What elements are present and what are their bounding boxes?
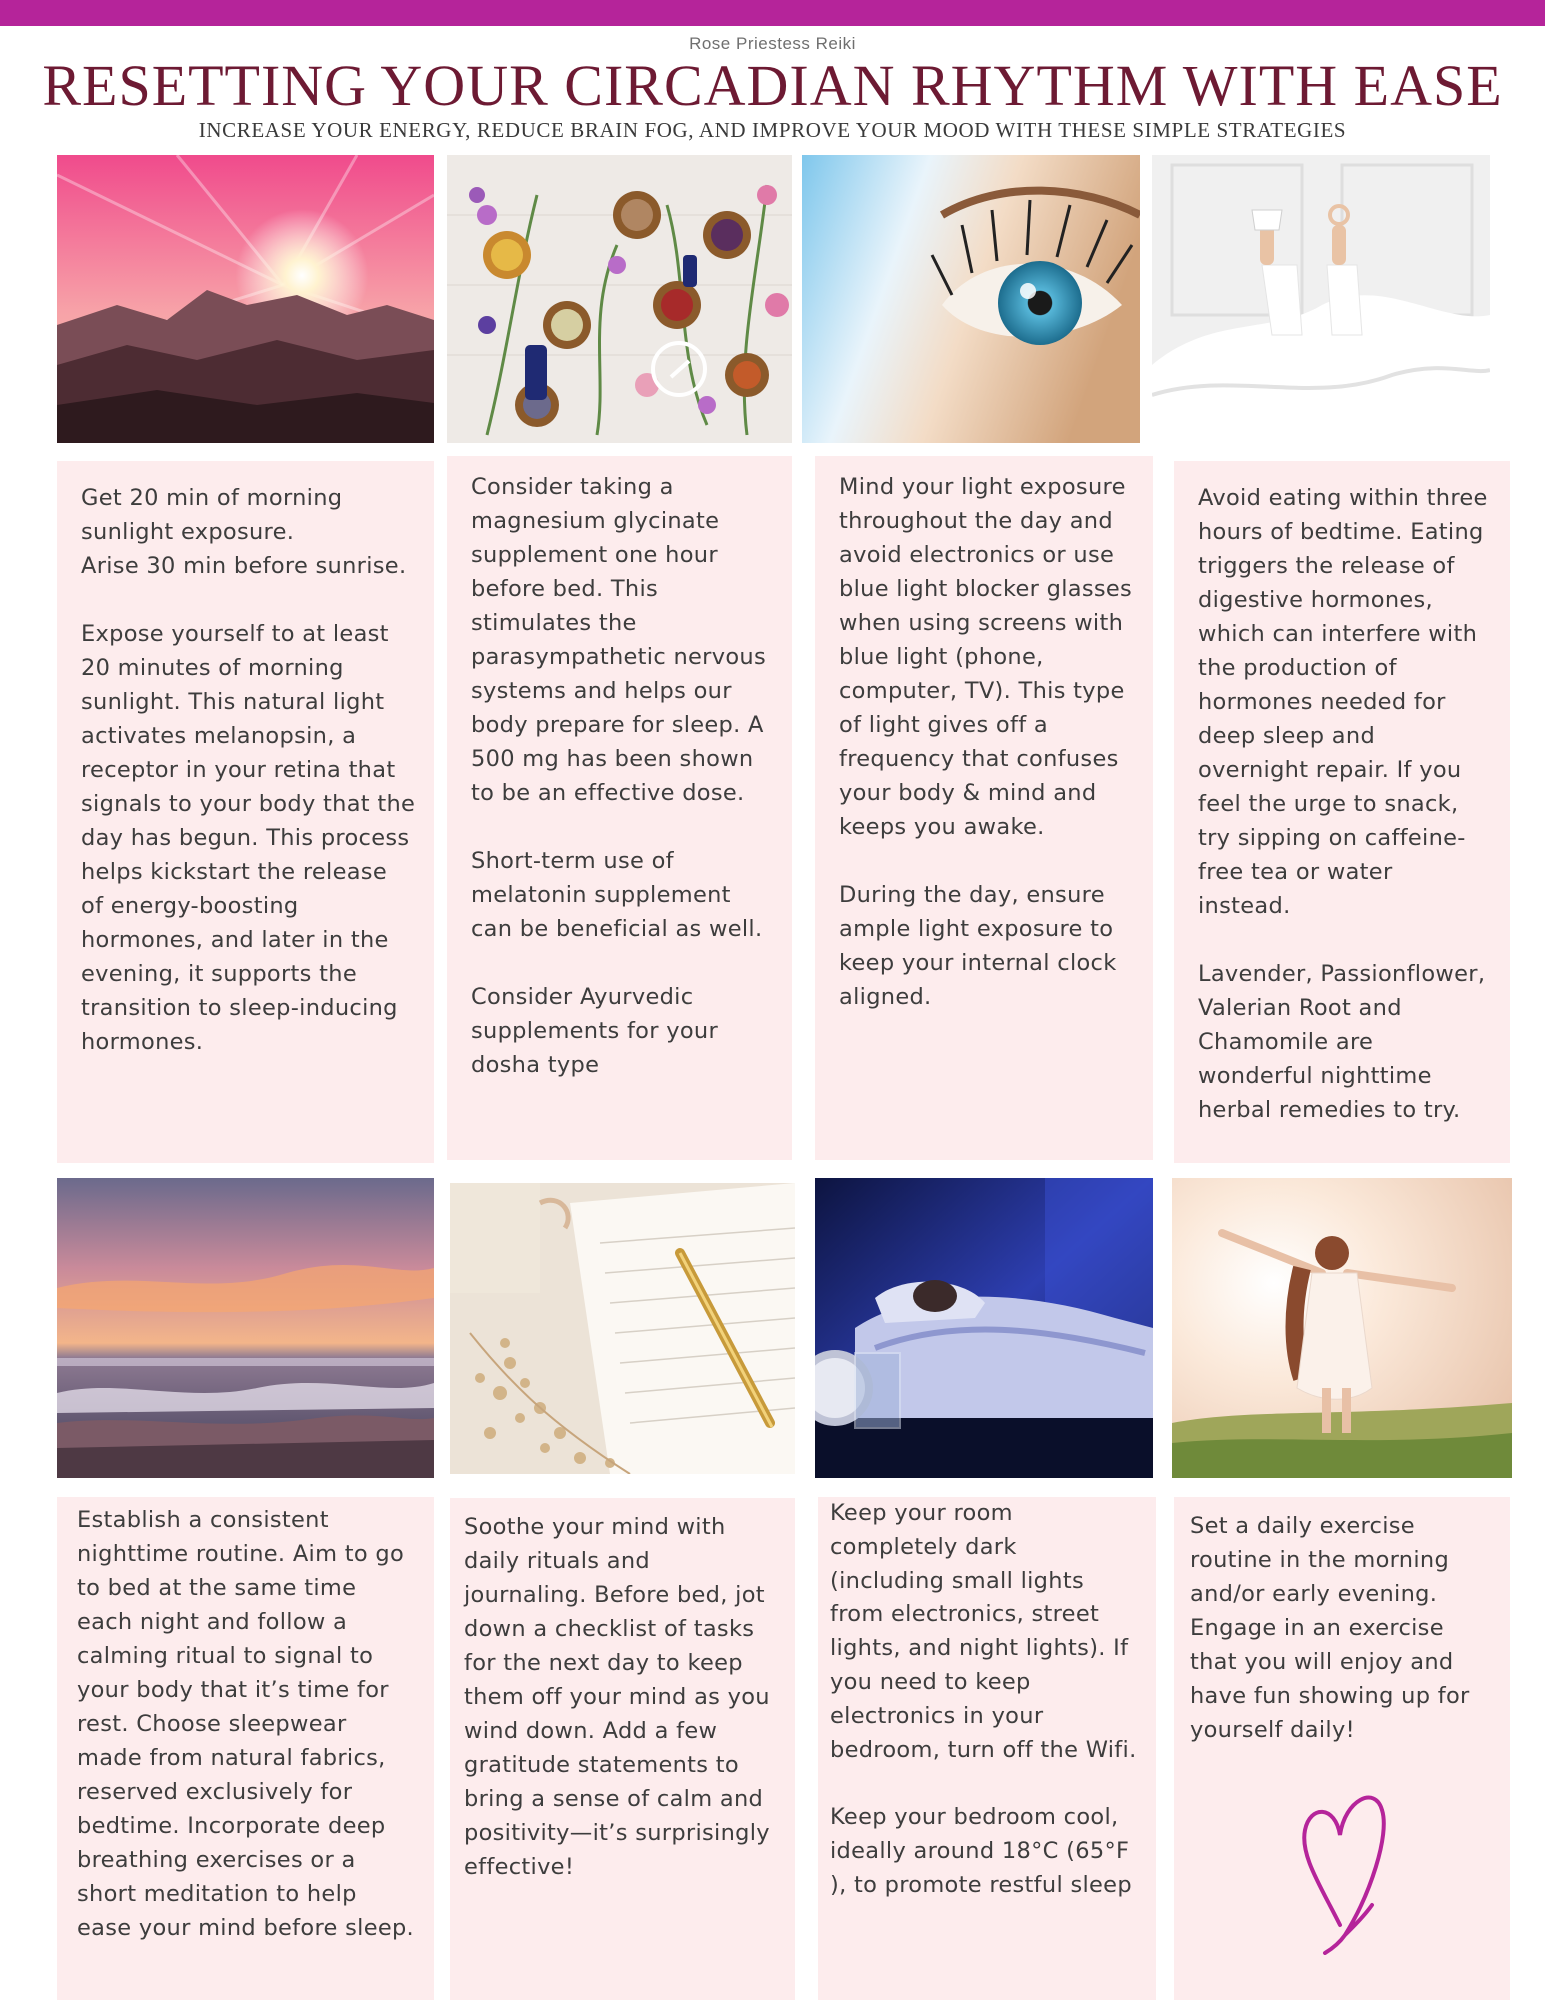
journal-and-pen-photo [450,1183,795,1474]
eye-closeup-photo [802,155,1140,443]
brand-name: Rose Priestess Reiki [689,34,856,53]
dark-bedroom-photo [815,1178,1153,1478]
ocean-sunset-photo [57,1178,434,1478]
tip-card-morning-sunlight: Get 20 min of morning sunlight exposure. Arise 30 min before sunrise. Expose yourself to at least 20 minutes of morning sunlight. This natural light activates melanopsin, a receptor in your retina that signals to your body that the day has begun. This process helps kickstart the release of energy-boosting hormones, and later in the evening, it supports the transition to sleep-inducing hormones. [57,461,434,1163]
tip-card-nighttime-routine: Establish a consistent nighttime routine. Aim to go to bed at the same time each night and follow a calming ritual to signal to your body that it’s time for rest. Choose sleepwear made from natural fabrics, reserved exclusively for bedtime. Incorporate deep breathing exercises or a short meditation to help ease your mind before sleep. [57,1497,434,2000]
tip-card-eating: Avoid eating within three hours of bedtime. Eating triggers the release of digestive hormones, which can interfere with the production of hormones needed for deep sleep and overnight repair. If you feel the urge to snack, try sipping on caffeine-free tea or water instead. Lavender, Passionflower, Valerian Root and Chamomile are wonderful nighttime herbal remedies to try. [1174,461,1510,1163]
herbs-and-flowers-photo [447,155,792,443]
page-subtitle: INCREASE YOUR ENERGY, REDUCE BRAIN FOG, AND IMPROVE YOUR MOOD WITH THESE SIMPLE STRATEGIES [198,118,1347,142]
tip-card-journaling: Soothe your mind with daily rituals and journaling. Before bed, jot down a checklist of tasks for the next day to keep them off your mind as you wind down. Add a few gratitude statements to bring a sense of calm and positivity—it’s surprisingly effective! [450,1498,795,2000]
tip-card-dark-room: Keep your room completely dark (including small lights from electronics, street lights, and night lights). If you need to keep electronics in your bedroom, turn off the Wifi. Keep your bedroom cool, ideally around 18°C (65°F ), to promote restful sleep [818,1497,1156,2000]
heart-icon [1290,1775,1400,1955]
tip-card-magnesium: Consider taking a magnesium glycinate supplement one hour before bed. This stimulates the parasympathetic nervous systems and helps our body prepare for sleep. A 500 mg has been shown to be an effective dose. Short-term use of melatonin supplement can be beneficial as well. Consider Ayurvedic supplements for your dosha type [447,456,792,1160]
mountain-sunrise-photo [57,155,434,443]
page-title: RESETTING YOUR CIRCADIAN RHYTHM WITH EASE [42,53,1503,118]
tip-card-exercise: Set a daily exercise routine in the morning and/or early evening. Engage in an exercise that you will enjoy and have fun showing up for yourself daily! [1174,1497,1510,2000]
woman-in-meadow-photo [1172,1178,1512,1478]
bed-with-tea-photo [1152,155,1490,443]
top-color-bar [0,0,1545,26]
tip-card-light-exposure: Mind your light exposure throughout the day and avoid electronics or use blue light blocker glasses when using screens with blue light (phone, computer, TV). This type of light gives off a frequency that confuses your body & mind and keeps you awake. During the day, ensure ample light exposure to keep your internal clock aligned. [815,456,1153,1160]
